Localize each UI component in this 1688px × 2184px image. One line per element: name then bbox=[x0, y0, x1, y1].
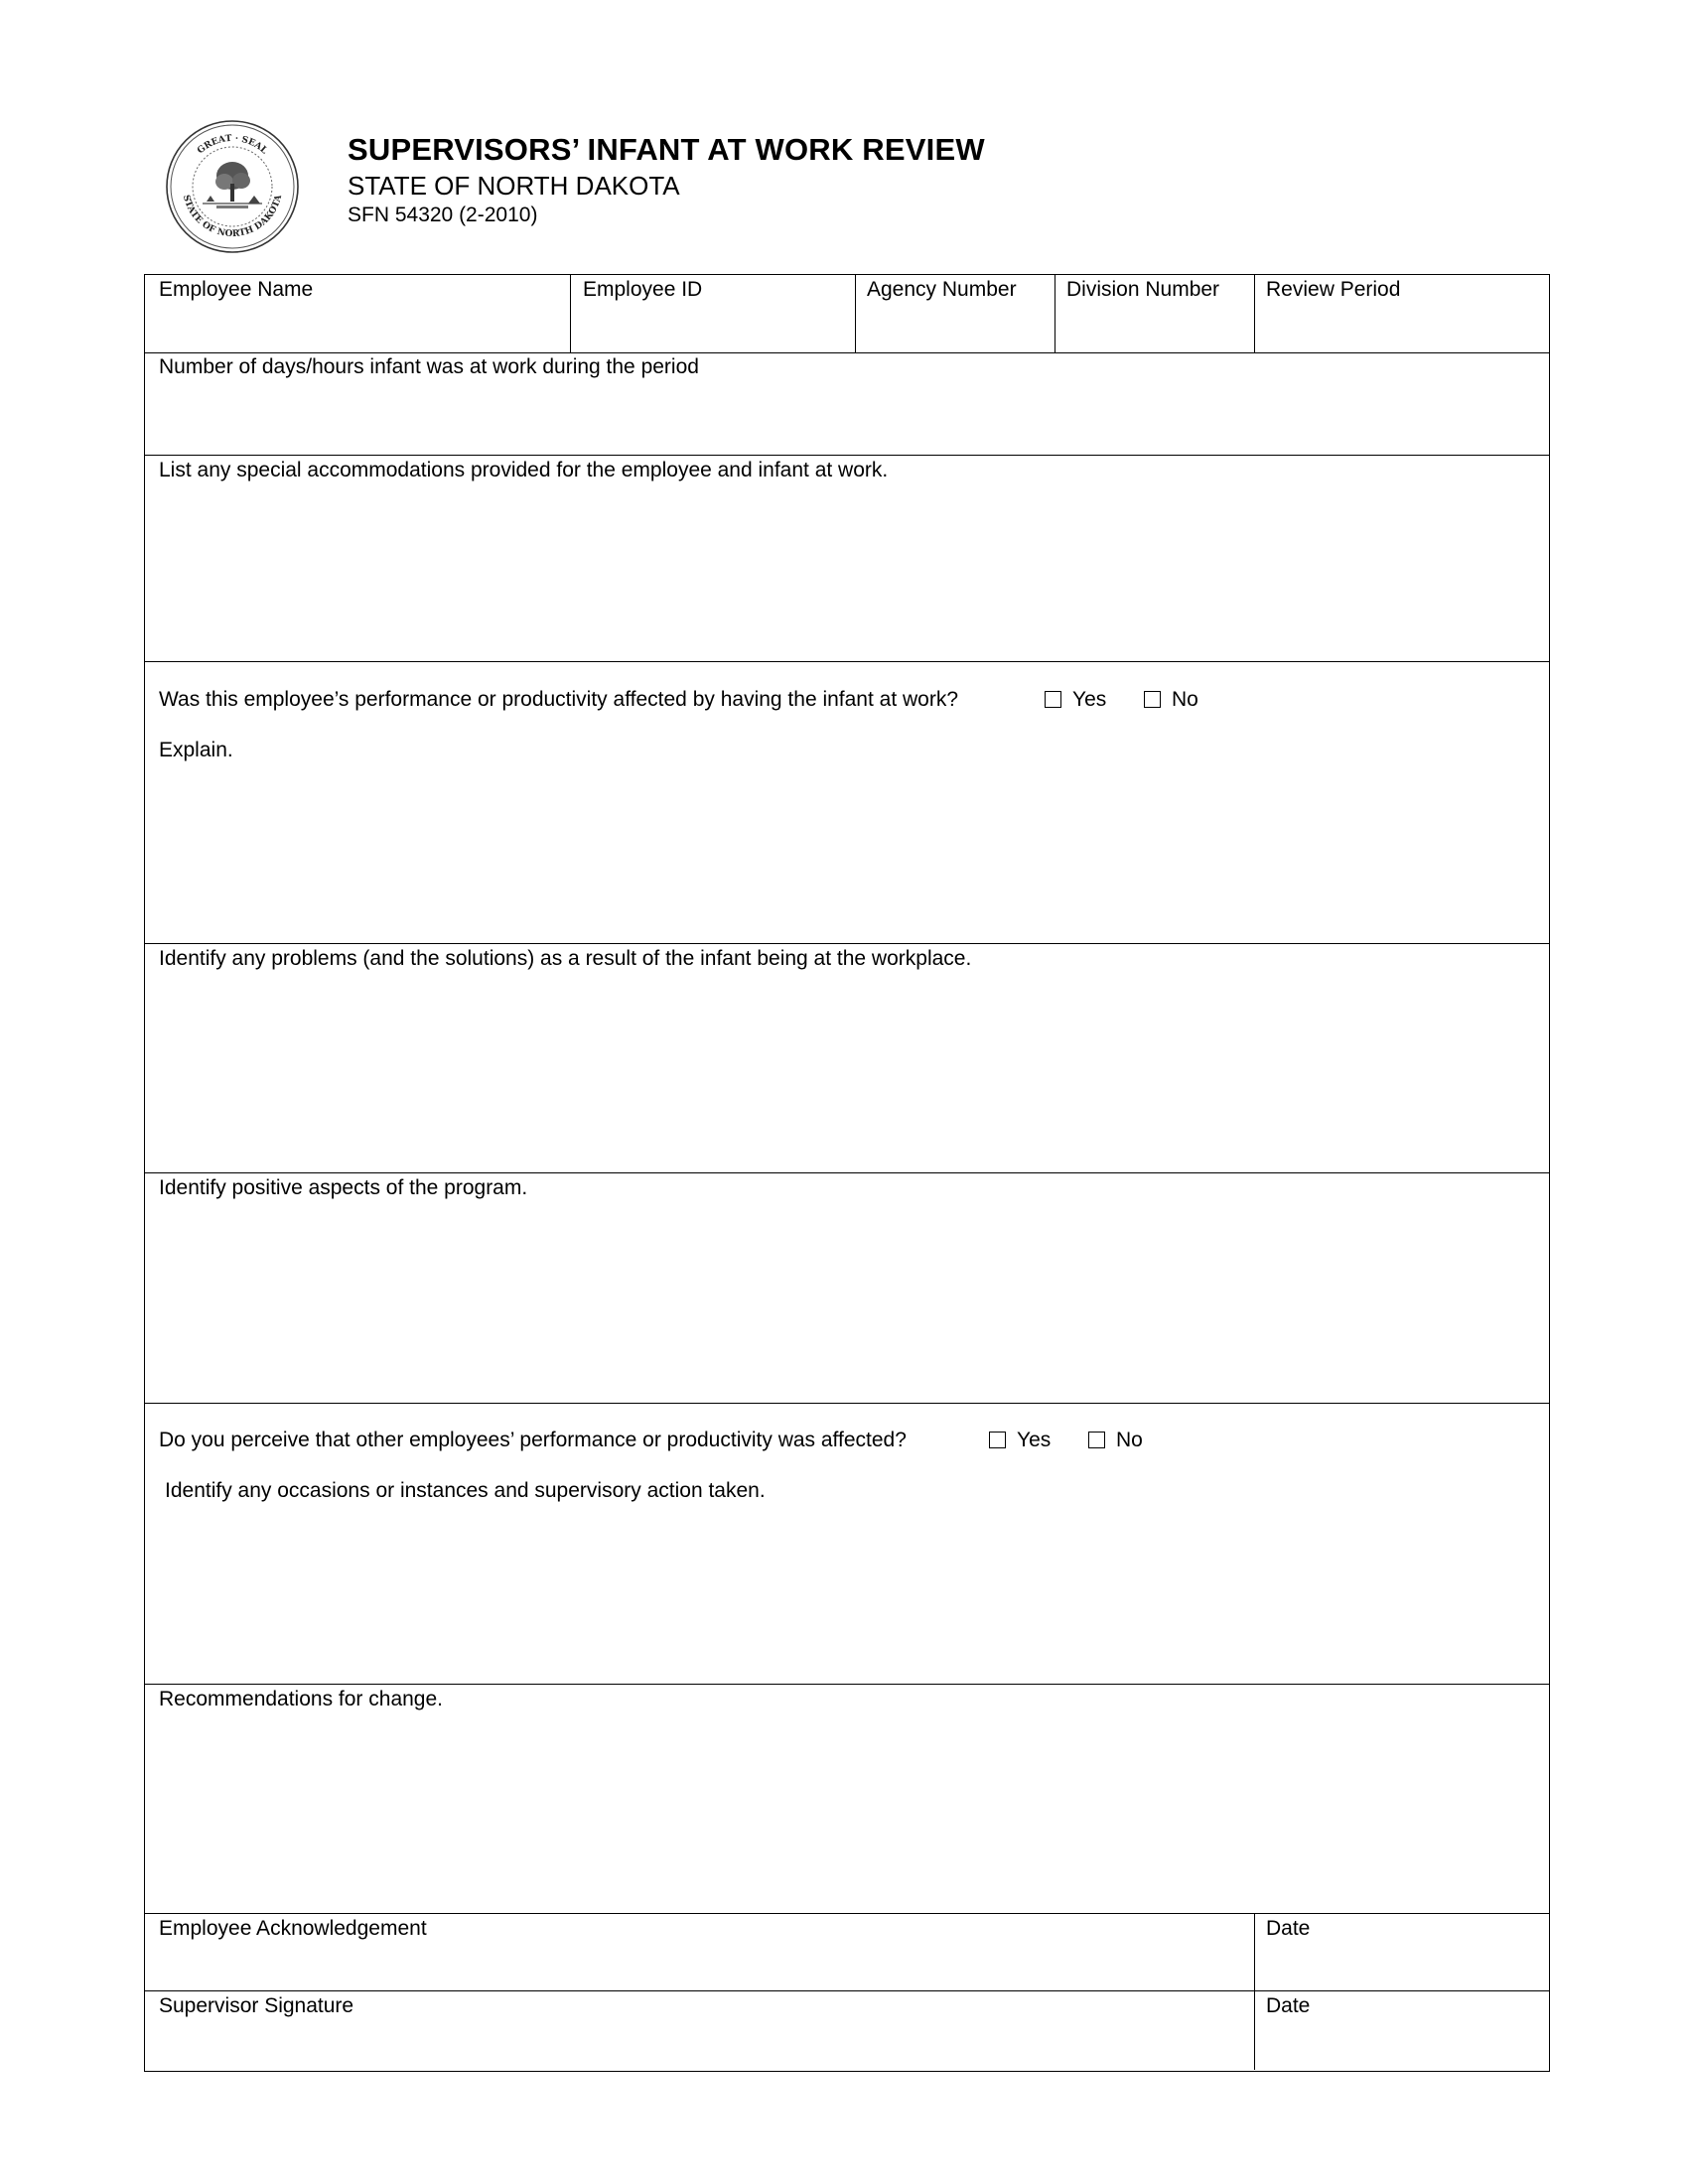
employee-id-label: Employee ID bbox=[583, 278, 703, 301]
days-hours-label: Number of days/hours infant was at work during the period bbox=[159, 355, 699, 378]
performance-yes-label: Yes bbox=[1072, 688, 1107, 711]
recommendations-label: Recommendations for change. bbox=[159, 1688, 443, 1710]
row-divider bbox=[145, 943, 1549, 944]
agency-number-label: Agency Number bbox=[867, 278, 1017, 301]
svg-text:STATE OF NORTH DAKOTA: STATE OF NORTH DAKOTA bbox=[180, 194, 285, 240]
performance-no-checkbox[interactable] bbox=[1144, 691, 1161, 708]
row-divider bbox=[145, 661, 1549, 662]
employee-name-label: Employee Name bbox=[159, 278, 314, 301]
row-divider bbox=[145, 1172, 1549, 1173]
column-divider bbox=[1254, 1913, 1255, 2070]
supervisor-date-label: Date bbox=[1266, 1994, 1311, 2017]
column-divider bbox=[570, 275, 571, 352]
employee-acknowledgement-label: Employee Acknowledgement bbox=[159, 1917, 427, 1940]
instances-label: Identify any occasions or instances and supervisory action taken. bbox=[165, 1479, 766, 1502]
others-question: Do you perceive that other employees’ performance or productivity was affected? bbox=[159, 1429, 907, 1451]
others-no-checkbox[interactable] bbox=[1088, 1432, 1105, 1448]
row-divider bbox=[145, 1990, 1549, 1991]
form-subtitle: STATE OF NORTH DAKOTA bbox=[348, 171, 680, 201]
review-form bbox=[144, 274, 1550, 2072]
column-divider bbox=[855, 275, 856, 352]
row-divider bbox=[145, 455, 1549, 456]
form-number: SFN 54320 (2-2010) bbox=[348, 204, 538, 226]
column-divider bbox=[1254, 275, 1255, 352]
performance-no-label: No bbox=[1172, 688, 1198, 711]
row-divider bbox=[145, 1403, 1549, 1404]
review-period-label: Review Period bbox=[1266, 278, 1401, 301]
accommodations-label: List any special accommodations provided for the employee and infant at work. bbox=[159, 459, 889, 481]
performance-yes-checkbox[interactable] bbox=[1045, 691, 1061, 708]
row-divider bbox=[145, 352, 1549, 353]
row-divider bbox=[145, 1913, 1549, 1914]
others-no-label: No bbox=[1116, 1429, 1143, 1451]
division-number-label: Division Number bbox=[1066, 278, 1220, 301]
explain-label: Explain. bbox=[159, 739, 233, 761]
svg-text:GREAT · SEAL: GREAT · SEAL bbox=[196, 133, 269, 157]
others-yes-label: Yes bbox=[1017, 1429, 1052, 1451]
performance-question: Was this employee’s performance or productivity affected by having the infant at work? bbox=[159, 688, 959, 711]
problems-label: Identify any problems (and the solutions) as a result of the infant being at the workplace. bbox=[159, 947, 972, 970]
great-seal-logo bbox=[165, 118, 300, 255]
row-divider bbox=[145, 1684, 1549, 1685]
others-yes-checkbox[interactable] bbox=[989, 1432, 1006, 1448]
form-title: SUPERVISORS’ INFANT AT WORK REVIEW bbox=[348, 132, 985, 167]
positive-aspects-label: Identify positive aspects of the program. bbox=[159, 1176, 528, 1199]
acknowledgement-date-label: Date bbox=[1266, 1917, 1311, 1940]
supervisor-signature-label: Supervisor Signature bbox=[159, 1994, 354, 2017]
